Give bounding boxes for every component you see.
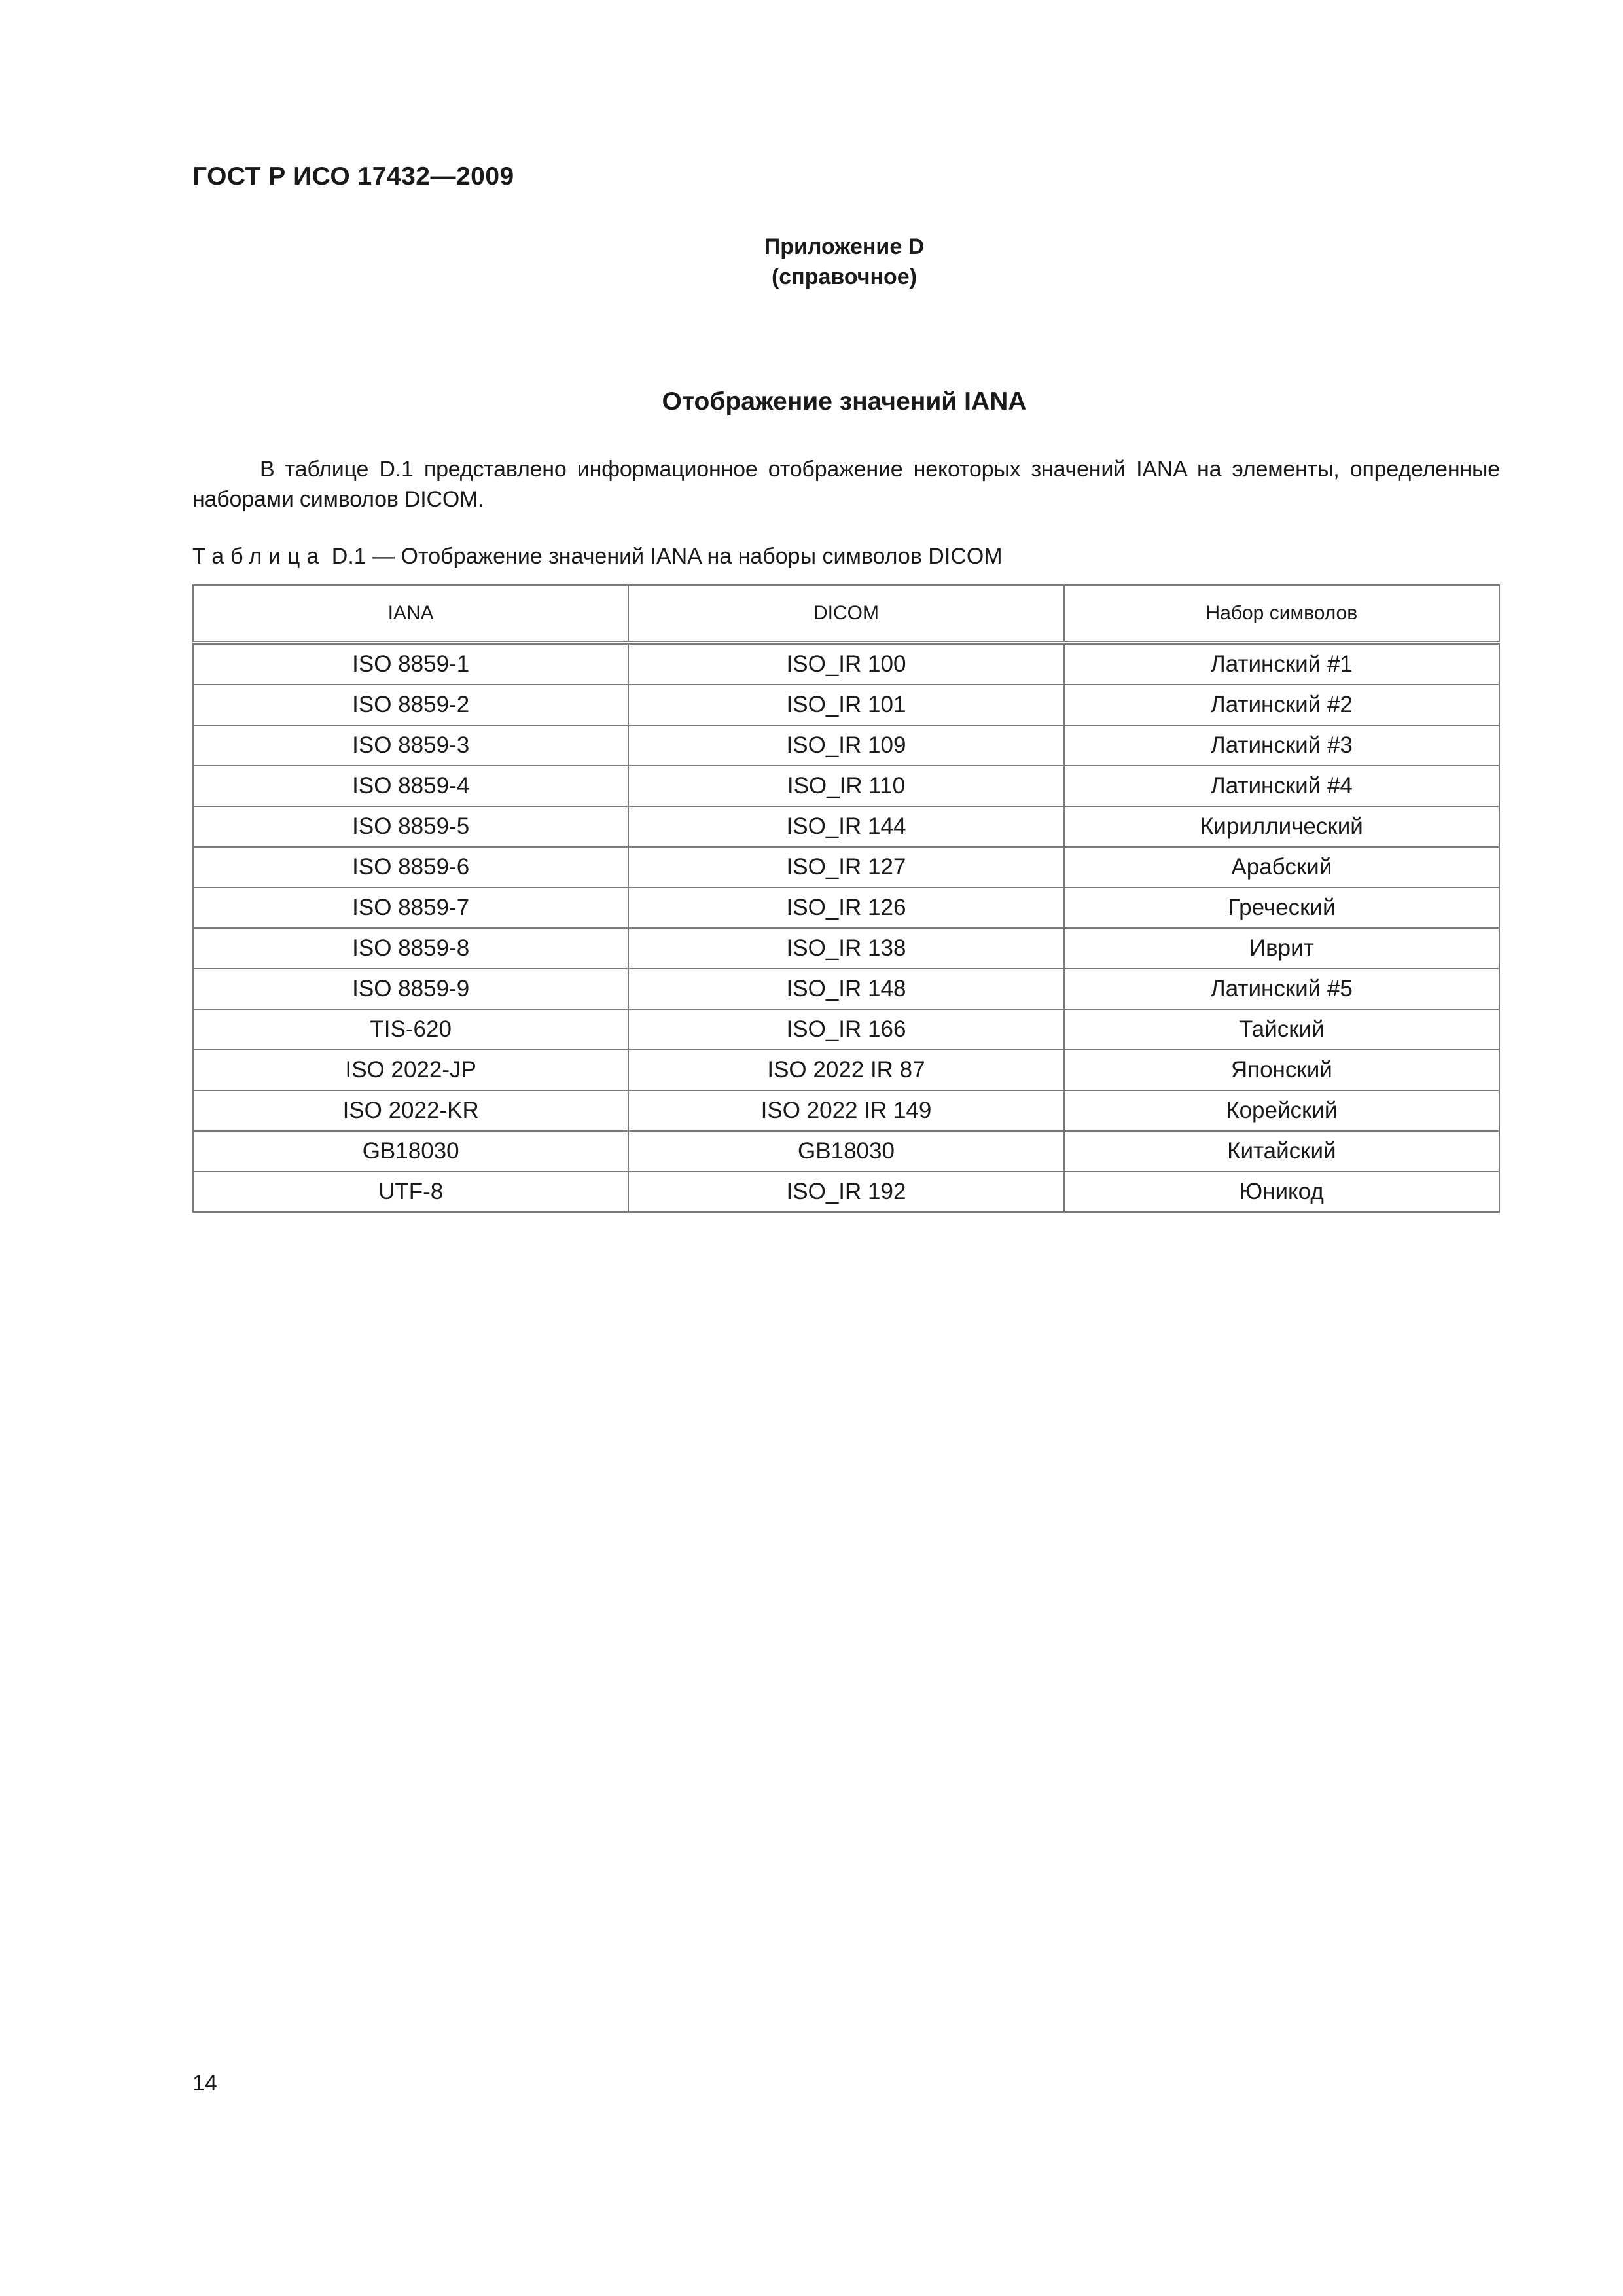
cell-charset: Японский [1064, 1050, 1499, 1090]
cell-iana: ISO 8859-6 [193, 847, 628, 888]
intro-paragraph: В таблице D.1 представлено информационное отображение некоторых значений IANA на элементы, определенные наборами символов DICOM. [192, 457, 1500, 512]
cell-dicom: ISO_IR 110 [628, 766, 1063, 806]
cell-iana: ISO 2022-KR [193, 1090, 628, 1131]
cell-charset: Латинский #1 [1064, 643, 1499, 685]
cell-iana: GB18030 [193, 1131, 628, 1172]
table-header-row [193, 585, 1499, 643]
cell-charset: Юникод [1064, 1172, 1499, 1212]
cell-iana: ISO 8859-5 [193, 806, 628, 847]
header-dicom: DICOM [628, 585, 1063, 643]
table-caption [192, 544, 1003, 569]
cell-dicom: GB18030 [628, 1131, 1063, 1172]
cell-iana: ISO 8859-3 [193, 725, 628, 766]
table-row [193, 847, 1499, 888]
table-row [193, 643, 1499, 685]
section-title: Отображение значений IANA [662, 387, 1027, 416]
table-row [193, 1009, 1499, 1050]
table-row [193, 1050, 1499, 1090]
cell-iana: ISO 2022-JP [193, 1050, 628, 1090]
cell-charset: Латинский #3 [1064, 725, 1499, 766]
cell-charset: Кириллический [1064, 806, 1499, 847]
cell-iana: ISO 8859-4 [193, 766, 628, 806]
table-row [193, 1131, 1499, 1172]
cell-dicom: ISO_IR 100 [628, 643, 1063, 685]
cell-dicom: ISO 2022 IR 149 [628, 1090, 1063, 1131]
cell-charset: Китайский [1064, 1131, 1499, 1172]
cell-charset: Тайский [1064, 1009, 1499, 1050]
cell-dicom: ISO_IR 144 [628, 806, 1063, 847]
table-row [193, 1172, 1499, 1212]
table-caption-text: D.1 — Отображение значений IANA на наборы символов DICOM [325, 544, 1003, 569]
iana-dicom-table [192, 584, 1500, 1213]
table-row [193, 928, 1499, 969]
cell-dicom: ISO_IR 101 [628, 685, 1063, 725]
table-row [193, 888, 1499, 928]
header-charset: Набор символов [1064, 585, 1499, 643]
table-row [193, 806, 1499, 847]
cell-dicom: ISO_IR 126 [628, 888, 1063, 928]
header-iana: IANA [193, 585, 628, 643]
cell-dicom: ISO_IR 127 [628, 847, 1063, 888]
cell-iana: UTF-8 [193, 1172, 628, 1212]
table-row [193, 766, 1499, 806]
page-number: 14 [192, 2071, 217, 2096]
cell-iana: ISO 8859-1 [193, 643, 628, 685]
annex-title: Приложение D [764, 234, 925, 259]
cell-iana: ISO 8859-7 [193, 888, 628, 928]
annex-type: (справочное) [771, 264, 918, 289]
table-row [193, 685, 1499, 725]
cell-charset: Корейский [1064, 1090, 1499, 1131]
cell-charset: Иврит [1064, 928, 1499, 969]
cell-charset: Арабский [1064, 847, 1499, 888]
table-row [193, 725, 1499, 766]
cell-charset: Латинский #4 [1064, 766, 1499, 806]
cell-dicom: ISO 2022 IR 87 [628, 1050, 1063, 1090]
cell-iana: ISO 8859-2 [193, 685, 628, 725]
cell-charset: Латинский #5 [1064, 969, 1499, 1009]
cell-dicom: ISO_IR 166 [628, 1009, 1063, 1050]
cell-charset: Греческий [1064, 888, 1499, 928]
table-body [193, 643, 1499, 1212]
cell-charset: Латинский #2 [1064, 685, 1499, 725]
cell-dicom: ISO_IR 192 [628, 1172, 1063, 1212]
cell-dicom: ISO_IR 109 [628, 725, 1063, 766]
cell-dicom: ISO_IR 138 [628, 928, 1063, 969]
document-code: ГОСТ Р ИСО 17432—2009 [192, 162, 514, 190]
table-row [193, 1090, 1499, 1131]
table-caption-label: Таблица [192, 544, 326, 569]
cell-iana: ISO 8859-8 [193, 928, 628, 969]
cell-iana: TIS-620 [193, 1009, 628, 1050]
cell-iana: ISO 8859-9 [193, 969, 628, 1009]
annex-heading [0, 232, 1623, 292]
table-row [193, 969, 1499, 1009]
cell-dicom: ISO_IR 148 [628, 969, 1063, 1009]
